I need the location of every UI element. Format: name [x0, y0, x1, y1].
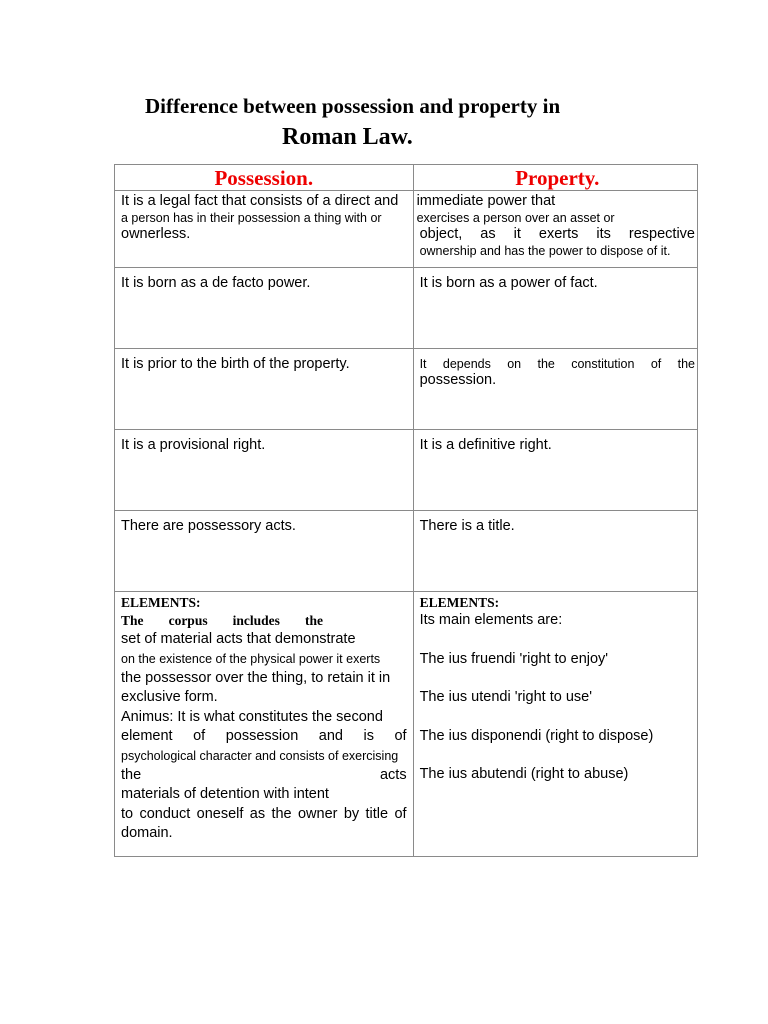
elements-intro: Its main elements are: — [419, 612, 563, 628]
element-line: element of possession and is of — [121, 728, 407, 744]
table-row — [115, 191, 698, 268]
possession-cell: It is a provisional right. — [115, 430, 414, 511]
table-row — [115, 511, 698, 592]
cell-line: object, as it exerts its respective — [419, 226, 695, 242]
possession-cell: There are possessory acts. — [115, 511, 414, 592]
possession-cell: It is prior to the birth of the property. — [115, 349, 414, 430]
element-item: The ius utendi 'right to use' — [419, 689, 592, 705]
elements-heading: ELEMENTS: — [121, 595, 201, 610]
element-line: set of material acts that demonstrate — [121, 631, 356, 647]
document-title-line-2: Roman Law. — [282, 124, 413, 150]
table-row — [115, 268, 698, 349]
cell-line: It is a legal fact that consists of a direct and — [121, 193, 399, 209]
header-possession: Possession. — [115, 165, 414, 191]
possession-cell — [115, 191, 414, 268]
cell-line: possession. — [419, 372, 497, 388]
element-line: Animus: It is what constitutes the second — [121, 708, 383, 725]
possession-cell: It is born as a de facto power. — [115, 268, 414, 349]
property-elements-cell — [413, 592, 697, 857]
cell-line: It depends on the constitution of the — [419, 357, 695, 371]
header-property: Property. — [413, 165, 697, 191]
table-row — [115, 349, 698, 430]
element-line: the acts — [121, 766, 407, 783]
property-cell: There is a title. — [413, 511, 697, 592]
possession-elements-cell — [115, 592, 414, 857]
property-cell — [413, 191, 697, 268]
element-line: the possessor over the thing, to retain it in — [121, 669, 391, 686]
table-row — [115, 592, 698, 857]
cell-line: immediate power that — [416, 193, 556, 209]
table-header-row — [115, 165, 698, 191]
cell-line: exercises a person over an asset or — [416, 211, 615, 225]
cell-line: ownerless. — [121, 226, 191, 242]
element-item: The ius abutendi (right to abuse) — [419, 766, 629, 782]
table-row — [115, 430, 698, 511]
elements-heading: ELEMENTS: — [419, 595, 500, 610]
element-line: domain. — [121, 825, 173, 841]
element-line: The corpus includes the — [121, 613, 323, 628]
element-line: exclusive form. — [121, 689, 218, 705]
element-item: The ius disponendi (right to dispose) — [419, 727, 654, 744]
element-line: on the existence of the physical power it exerts — [121, 651, 381, 666]
element-line: materials of detention with intent — [121, 786, 329, 802]
cell-line: a person has in their possession a thing with or — [121, 211, 382, 225]
comparison-table — [114, 164, 698, 857]
document-title-line-1: Difference between possession and property in — [145, 94, 561, 118]
element-item: The ius fruendi 'right to enjoy' — [419, 650, 609, 667]
property-cell — [413, 349, 697, 430]
element-line: to conduct oneself as the owner by title of — [121, 805, 407, 822]
property-cell: It is born as a power of fact. — [413, 268, 697, 349]
element-line: psychological character and consists of exercising — [121, 748, 399, 763]
property-cell: It is a definitive right. — [413, 430, 697, 511]
cell-line: ownership and has the power to dispose of it. — [419, 244, 671, 258]
